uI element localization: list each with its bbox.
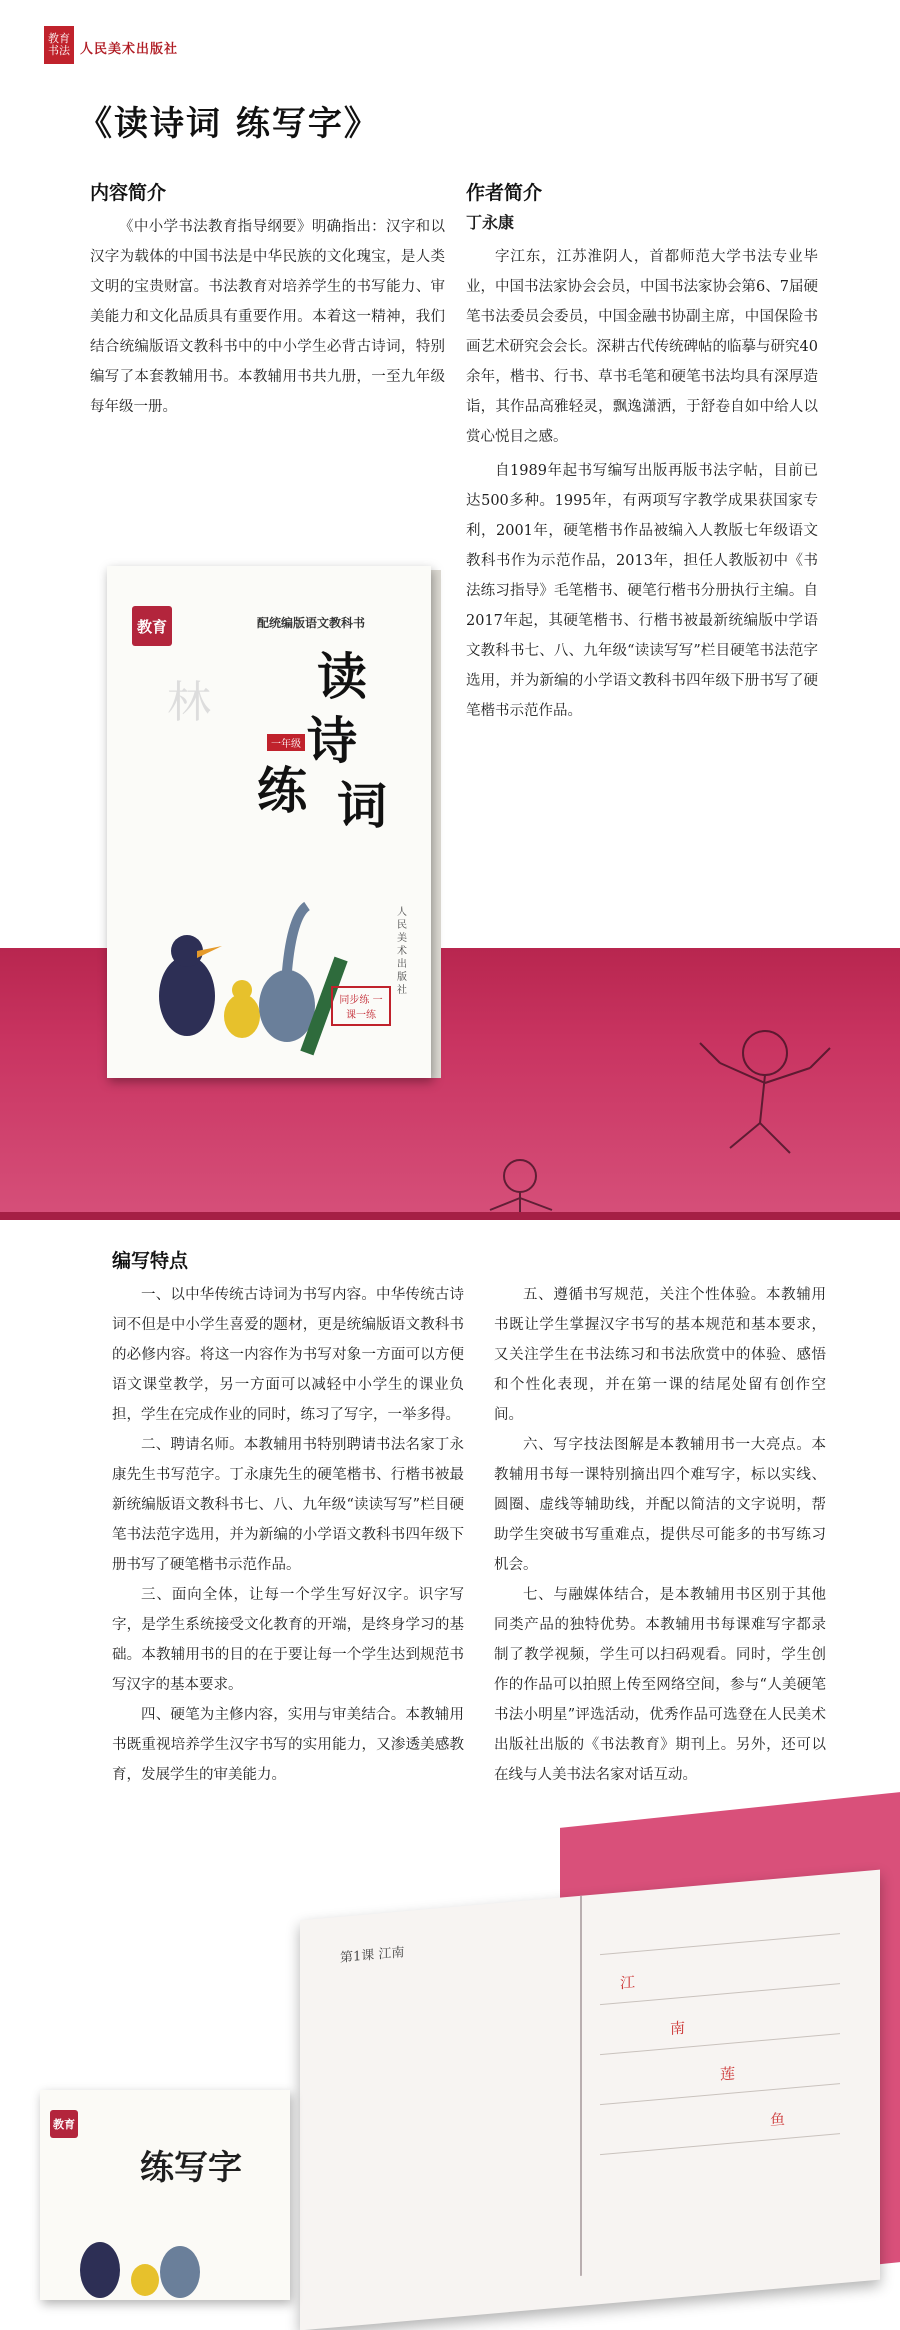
practice-char: 莲 [720, 2064, 736, 2084]
small-cover-seal: 教育 [50, 2110, 78, 2138]
small-cover-title: 练写字 [140, 2148, 242, 2188]
feature-item-5: 五、遵循书写规范，关注个性体验。本教辅用书既让学生掌握汉字书写的基本规范和基本要求，又关注学生在书法练习和书法欣赏中的体验、感悟和个性化表现，并在第一课的结尾处留有创作空间。 [494, 1287, 826, 1423]
cover-seal: 教育 [132, 606, 172, 646]
intro-paragraph: 《中小学书法教育指导纲要》明确指出：汉字和以汉字为载体的中国书法是中华民族的文化瑰宝，是人类文明的宝贵财富。书法教育对培养学生的书写能力、审美能力和文化品质具有重要作用。本着这一精神，我们结合统编版语文教科书中的中小学生必背古诗词，特别编写了本套教辅用书。本教辅用书共九册，一至九年级每年级一册。 [90, 219, 445, 415]
birds-illustration [127, 896, 367, 1056]
page-gutter [580, 1896, 582, 2276]
feature-item-6: 六、写字技法图解是本教辅用书一大亮点。本教辅用书每一课特别摘出四个难写字，标以实线、圆圈、虚线等辅助线，并配以简洁的文字说明，帮助学生突破书写重难点，提供尽可能多的书写练习机会。 [494, 1437, 826, 1573]
practice-char: 鱼 [770, 2109, 786, 2130]
author-paragraph-1: 字江东，江苏淮阴人，首都师范大学书法专业毕业，中国书法家协会会员，中国书法家协会第6、7届硬笔书法委员会委员，中国金融书协副主席，中国保险书画艺术研究会会长。深耕古代传统碑帖的临摹与研究40余年，楷书、行书、草书毛笔和硬笔书法均具有深厚造诣，其作品高雅轻灵，飘逸潇洒，于舒卷自如中给人以赏心悦目之感。 [466, 249, 818, 445]
cover-char-3: 练 [257, 761, 307, 820]
grid-line [600, 2033, 840, 2055]
author-body [466, 242, 818, 726]
publisher-logo [44, 26, 74, 64]
book-cover-photo [107, 566, 431, 1078]
practice-char: 江 [620, 1973, 636, 1993]
cover-series: 配统编版语文教科书 [257, 616, 366, 630]
author-heading: 作者简介 [466, 182, 543, 204]
features-right-column [494, 1280, 826, 1790]
feature-item-4: 四、硬笔为主修内容，实用与审美结合。本教辅用书既重视培养学生汉字书写的实用能力，又渗透美感教育，发展学生的审美能力。 [112, 1707, 464, 1783]
publisher-name: 人民美术出版社 [80, 42, 179, 57]
feature-item-2: 二、聘请名师。本教辅用书特别聘请书法名家丁永康先生书写范字。丁永康先生的硬笔楷书、行楷书被最新统编版语文教科书七、八、九年级“读读写写”栏目硬笔书法范字选用，并为新编的小学语文教科书四年级下册书写了硬笔楷书示范作品。 [112, 1437, 464, 1573]
author-paragraph-2: 自1989年起书写编写出版再版书法字帖，目前已达500多种。1995年，有两项写字教学成果获国家专利，2001年，硬笔楷书作品被编入人教版七年级语文教科书作为示范作品，2013年，担任人教版初中《书法练习指导》毛笔楷书、硬笔行楷书分册执行主编。自2017年起，其硬笔楷书、行楷书被最新统编版中学语文教科书七、八、九年级“读读写写”栏目硬笔书法范字选用，并为新编的小学语文教科书四年级下册书写了硬笔楷书示范作品。 [466, 463, 818, 719]
small-birds-illustration [60, 2210, 260, 2300]
cover-sticker: 同步练 一课一练 [331, 986, 391, 1026]
grid-line [600, 2133, 840, 2155]
features-left-column [112, 1280, 464, 1790]
grid-line [600, 2083, 840, 2105]
feature-item-7: 七、与融媒体结合，是本教辅用书区别于其他同类产品的独特优势。本教辅用书每课难写字都录制了教学视频，学生可以扫码观看。同时，学生创作的作品可以拍照上传至网络空间，参与“人美硬笔书法小明星”评选活动，优秀作品可选登在人民美术出版社出版的《书法教育》期刊上。另外，还可以在线与人美书法名家对话互动。 [494, 1587, 826, 1783]
cover-publisher: 人民美术出版社 [397, 907, 407, 996]
lesson-label: 第1课 江南 [340, 1945, 405, 1966]
workbook-spread-photo [300, 1870, 880, 2330]
band-edge [0, 1212, 900, 1220]
intro-body [90, 212, 445, 422]
cover-char-4: 词 [337, 776, 387, 835]
intro-heading: 内容简介 [90, 182, 167, 204]
author-name: 丁永康 [466, 213, 515, 232]
feature-item-1: 一、以中华传统古诗词为书写内容。中华传统古诗词不但是中小学生喜爱的题材，更是统编版语文教科书的必修内容。将这一内容作为书写对象一方面可以方便语文课堂教学，另一方面可以减轻中小学生的课业负担，学生在完成作业的同时，练习了写字，一举多得。 [112, 1287, 464, 1423]
feature-item-3: 三、面向全体，让每一个学生写好汉字。识字写字，是学生系统接受文化教育的开端，是终身学习的基础。本教辅用书的目的在于要让每一个学生达到规范书写汉字的基本要求。 [112, 1587, 464, 1693]
cover-char-2: 诗 [307, 711, 357, 770]
cover-char-1: 读 [317, 647, 367, 706]
logo-text: 教育 书法 [48, 32, 70, 57]
page-title: 《读诗词 练写字》 [78, 104, 380, 144]
practice-char: 南 [670, 2018, 686, 2039]
grid-line [600, 1983, 840, 2005]
features-heading: 编写特点 [112, 1250, 189, 1272]
grid-line [600, 1933, 840, 1955]
book-spine [431, 570, 441, 1078]
grade-badge: 一年级 [267, 734, 305, 751]
small-book-cover-photo [40, 2090, 290, 2300]
faint-calligraphy: 林 [167, 677, 211, 728]
